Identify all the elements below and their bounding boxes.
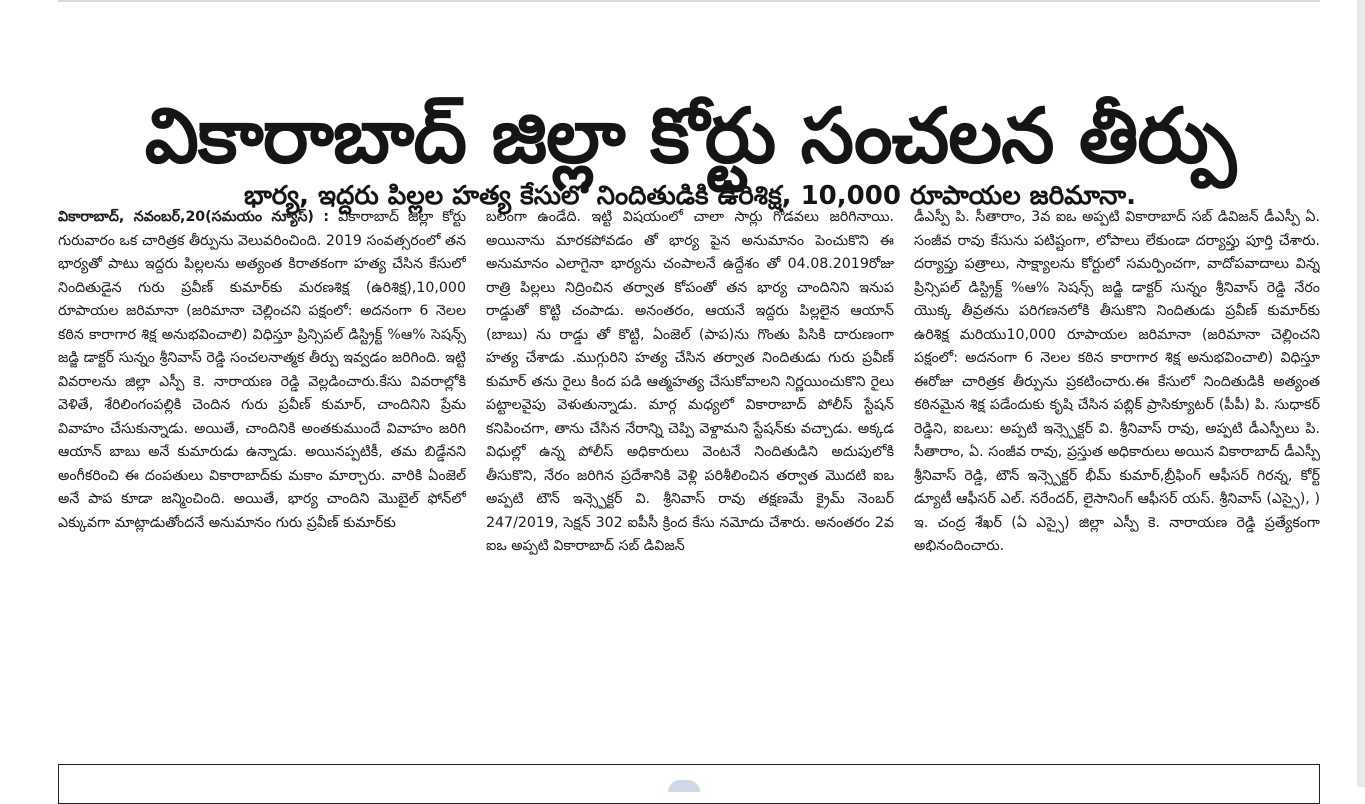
headline: వికారాబాద్ జిల్లా కోర్టు సంచలన తీర్పు	[144, 90, 1236, 180]
dateline: వికారాబాద్, నవంబర్,20(సమయం న్యూస్) :	[58, 209, 330, 225]
article-body	[58, 206, 1320, 726]
bottom-emblem	[668, 780, 700, 792]
column-2-text: బలంగా ఉండేది. ఇట్టి విషయంలో చాలా సార్లు గొడవలు జరిగినాయి. అయినాను మారకపోవడం తో భార్య పైన అనుమానం పెంచుకొని ఈ అనుమానం ఎలాగైనా భార్యను చంపాలనే ఉద్దేశం తో 04.08.2019రోజు రాత్రి పిల్లలు నిద్రించిన తర్వాత కోపంతో తన భార్య చాందినిని ఇనుప రాడ్డుతో కొట్టి చంపాడు. అనంతరం, ఆయనే ఇద్దరు పిల్లలైన ఆయాన్ (బాబు) ను రాడ్డు తో కొట్టి, ఏంజెల్ (పాప)ను గొంతు పిసికి దారుణంగా హత్య చేశాడు .ముగ్గురిని హత్య చేసిన తర్వాత నిందితుడు గురు ప్రవీణ్ కుమార్ తను రైలు కింద పడి ఆత్మహత్య చేసుకోవాలని నిర్ణయించుకొని రైలు పట్టాలవైపు వెళుతున్నాడు. మార్గ మధ్యలో వికారాబాద్ పోలీస్ స్టేషన్ కనిపించగా, తాను చేసిన నేరాన్ని చెప్పి వెళ్దామని స్టేషన్‌కు వచ్చాడు. అక్కడ విధుల్లో ఉన్న పోలీస్ అధికారులు వెంటనే నిందితుడిని అదుపులోకి తీసుకొని, నేరం జరిగిన ప్రదేశానికి వెళ్లి పరిశీలించిన తర్వాత మొదటి ఐఒ అప్పటి టౌన్ ఇన్స్పెక్టర్ వి. శ్రీనివాస్ రావు తక్షణమే క్రైమ్ నెంబర్ 247/2019, సెక్షన్ 302 ఐపీసీ క్రింద కేసు నమోదు చేశారు. అనంతరం 2వ ఐఒ అప్పటి వికారాబాద్ సబ్ డివిజన్	[486, 209, 894, 554]
top-rule	[58, 0, 1320, 2]
column-1-text: వికారాబాద్ జిల్లా కోర్టు గురువారం ఒక చారిత్రక తీర్పును వెలువరించింది. 2019 సంవత్సరంలో తన భార్యతో పాటు ఇద్దరు పిల్లలను అత్యంత కిరాతకంగా హత్య చేసిన కేసులో నిందితుడైన గురు ప్రవీణ్ కుమార్‌కు మరణశిక్ష (ఉరిశిక్ష),10,000 రూపాయల జరిమానా (జరిమానా చెల్లించని పక్షంలో: అదనంగా 6 నెలల కఠిన కారాగార శిక్ష అనుభవించాలి) విధిస్తూ ప్రిన్సిపల్ డిస్ట్రిక్ట్ %ఆ% సెషన్స్ జడ్జి డాక్టర్ సున్నం శ్రీనివాస్ రెడ్డి సంచలనాత్మక తీర్పు ఇవ్వడం జరిగింది. ఇట్టి వివరాలను జిల్లా ఎస్పీ కె. నారాయణ రెడ్డి వెల్లడించారు.కేసు వివరాల్లోకి వెళితే, శేరిలింగంపల్లికి చెందిన గురు ప్రవీణ్ కుమార్, చాందినిని ప్రేమ వివాహం చేసుకున్నాడు. అయితే, చాందినికి అంతకుముందే వివాహం జరిగి ఆయాన్ బాబు అనే కుమారుడు ఉన్నాడు. అయినప్పటికీ, తమ బిడ్డేనని అంగీకరించి ఈ దంపతులు వికారాబాద్‌కు మకాం మార్చారు. వారికి ఏంజెల్ అనే పాప కూడా జన్మించింది. అయితే, భార్య చాందిని మొబైల్ ఫోన్‌లో ఎక్కువగా మాట్లాడుతోందనే అనుమానం గురు ప్రవీణ్ కుమార్‌కు	[58, 209, 466, 531]
article-column-1	[58, 206, 466, 722]
subheadline: భార్య, ఇద్దరు పిల్లల హత్య కేసులో నిందితుడికి ఉరిశిక్ష, 10,000 రూపాయల జరిమానా.	[243, 180, 1137, 211]
page-edge	[1357, 0, 1365, 787]
column-3-text: డీఎస్పీ పి. సీతారాం, 3వ ఐఒ అప్పటి వికారాబాద్ సబ్ డివిజన్ డీఎస్పీ ఏ. సంజీవ రావు కేసును పటిష్టంగా, లోపాలు లేకుండా దర్యాప్తు పూర్తి చేశారు. దర్యాప్తు పత్రాలు, సాక్ష్యాలను కోర్టులో సమర్పించగా, వాదోపవాదాలు విన్న ప్రిన్సిపల్ డిస్ట్రిక్ట్ %ఆ% సెషన్స్ జడ్జి డాక్టర్ సున్నం శ్రీనివాస్ రెడ్డి నేరం యొక్క తీవ్రతను పరిగణనలోకి తీసుకొని నిందితుడు ప్రవీణ్ కుమార్‌కు ఉరిశిక్ష మరియు10,000 రూపాయల జరిమానా (జరిమానా చెల్లించని పక్షంలో: అదనంగా 6 నెలల కఠిన కారాగార శిక్ష అనుభవించాలి) విధిస్తూ ఈరోజు చారిత్రక తీర్పును ప్రకటించారు.ఈ కేసులో నిందితుడికి అత్యంత కఠినమైన శిక్ష పడేందుకు కృషి చేసిన పబ్లిక్ ప్రాసిక్యూటర్ (పీపీ) పి. సుధాకర్ రెడ్డిని, ఐఒలు: అప్పటి ఇన్స్పెక్టర్ వి. శ్రీనివాస్ రావు, అప్పటి డీఎస్పీలు పి. సీతారాం, ఏ. సంజీవ రావు, ప్రస్తుత అధికారులు అయిన వికారాబాద్ డీఎస్పీ శ్రీనివాస్ రెడ్డి, టౌన్ ఇన్స్పెక్టర్ భీమ్ కుమార్,బ్రీఫింగ్ ఆఫీసర్ గిరన్న, కోర్ట్ డ్యూటీ ఆఫీసర్ ఎల్. నరేందర్, లైసానింగ్ ఆఫీసర్ యస్. శ్రీనివాస్ (ఎస్సై), ) ఇ. చంద్ర శేఖర్ (ఏ ఎస్సై) జిల్లా ఎస్పీ కె. నారాయణ రెడ్డి ప్రత్యేకంగా అభినందించారు.	[914, 209, 1320, 554]
article-column-3	[914, 206, 1320, 722]
article-column-2	[486, 206, 894, 722]
